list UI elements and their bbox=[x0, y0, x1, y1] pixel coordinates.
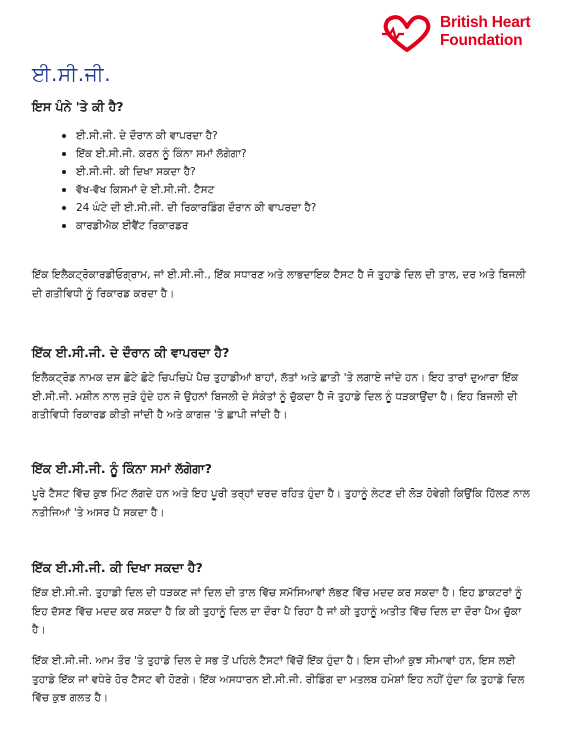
section-heading: ਇੱਕ ਈ.ਸੀ.ਜੀ. ਨੂੰ ਕਿੰਨਾ ਸਮਾਂ ਲੱਗੇਗਾ? bbox=[32, 461, 212, 476]
section-paragraph: ਇਲੈਕਟ੍ਰੋਡ ਨਾਮਕ ਦਸ ਛੋਟੇ ਛੋਟੇ ਚਿਪਚਿਪੇ ਪੈਚ ਤੁਹਾਡੀਆਂ ਬਾਹਾਂ, ਲੱਤਾਂ ਅਤੇ ਛਾਤੀ 'ਤੇ ਲਗਾਏ ਜਾਂਦੇ ਹਨ। ਇਹ ਤਾਰਾਂ ਦੁਆਰਾ ਇੱਕ ਈ.ਸੀ.ਜੀ. ਮਸ਼ੀਨ ਨਾਲ ਜੁੜੇ ਹੁੰਦੇ ਹਨ ਜੋ ਉਹਨਾਂ ਬਿਜਲੀ ਦੇ ਸੰਕੇਤਾਂ ਨੂੰ ਚੁੱਕਦਾ ਹੈ ਜੋ ਤੁਹਾਡੇ ਦਿਲ ਨੂੰ ਧੜਕਾਉਂਦਾ ਹੈ। ਇਹ ਬਿਜਲੀ ਦੀ ਗਤੀਵਿਧੀ ਰਿਕਾਰਡ ਕੀਤੀ ਜਾਂਦੀ ਹੈ ਅਤੇ ਕਾਗਜ਼ 'ਤੇ ਛਾਪੀ ਜਾਂਦੀ ਹੈ। bbox=[32, 372, 519, 421]
bhf-name-line1: British Heart bbox=[440, 14, 531, 31]
toc-heading: ਇਸ ਪੰਨੇ 'ਤੇ ਕੀ ਹੈ? bbox=[32, 99, 124, 114]
toc-item[interactable]: ਵੱਖ-ਵੱਖ ਕਿਸਮਾਂ ਦੇ ਈ.ਸੀ.ਜੀ. ਟੈਸਟ bbox=[62, 181, 316, 199]
bhf-wordmark bbox=[440, 14, 530, 50]
bhf-name-line2: Foundation bbox=[440, 32, 523, 49]
toc-item[interactable]: ਕਾਰਡੀਐਕ ਈਵੈਂਟ ਰਿਕਾਰਡਰ bbox=[62, 217, 316, 235]
section-heading: ਇੱਕ ਈ.ਸੀ.ਜੀ. ਦੇ ਦੌਰਾਨ ਕੀ ਵਾਪਰਦਾ ਹੈ? bbox=[32, 345, 230, 360]
toc-item[interactable]: ਈ.ਸੀ.ਜੀ. ਕੀ ਦਿਖਾ ਸਕਦਾ ਹੈ? bbox=[62, 163, 316, 181]
intro-paragraph: ਇੱਕ ਇਲੈਕਟ੍ਰੋਕਾਰਡੀਓਗ੍ਰਾਮ, ਜਾਂ ਈ.ਸੀ.ਜੀ., ਇੱਕ ਸਧਾਰਣ ਅਤੇ ਲਾਭਦਾਇਕ ਟੈਸਟ ਹੈ ਜੋ ਤੁਹਾਡੇ ਦਿਲ ਦੀ ਤਾਲ, ਦਰ ਅਤੇ ਬਿਜਲੀ ਦੀ ਗਤੀਵਿਧੀ ਨੂੰ ਰਿਕਾਰਡ ਕਰਦਾ ਹੈ। bbox=[32, 269, 526, 300]
toc-item[interactable]: 24 ਘੰਟੇ ਦੀ ਈ.ਸੀ.ਜੀ. ਦੀ ਰਿਕਾਰਡਿੰਗ ਦੌਰਾਨ ਕੀ ਵਾਪਰਦਾ ਹੈ? bbox=[62, 199, 316, 217]
heart-logo-icon bbox=[380, 14, 434, 54]
toc-item[interactable]: ਈ.ਸੀ.ਜੀ. ਦੇ ਦੌਰਾਨ ਕੀ ਵਾਪਰਦਾ ਹੈ? bbox=[62, 127, 316, 145]
section-heading: ਇੱਕ ਈ.ਸੀ.ਜੀ. ਕੀ ਦਿਖਾ ਸਕਦਾ ਹੈ? bbox=[32, 560, 203, 575]
section-paragraph: ਪੂਰੇ ਟੈਸਟ ਵਿੱਚ ਕੁਝ ਮਿੰਟ ਲੱਗਦੇ ਹਨ ਅਤੇ ਇਹ ਪੂਰੀ ਤਰ੍ਹਾਂ ਦਰਦ ਰਹਿਤ ਹੁੰਦਾ ਹੈ। ਤੁਹਾਨੂੰ ਲੇਟਣ ਦੀ ਲੋੜ ਹੋਵੇਗੀ ਕਿਉਂਕਿ ਹਿੱਲਣ ਨਾਲ ਨਤੀਜਿਆਂ 'ਤੇ ਅਸਰ ਪੈ ਸਕਦਾ ਹੈ। bbox=[32, 488, 530, 519]
toc-item[interactable]: ਇੱਕ ਈ.ਸੀ.ਜੀ. ਕਰਨ ਨੂੰ ਕਿੰਨਾ ਸਮਾਂ ਲੱਗੇਗਾ? bbox=[62, 145, 316, 163]
section-paragraph: ਇੱਕ ਈ.ਸੀ.ਜੀ. ਆਮ ਤੌਰ 'ਤੇ ਤੁਹਾਡੇ ਦਿਲ ਦੇ ਸਭ ਤੋਂ ਪਹਿਲੇ ਟੈਸਟਾਂ ਵਿੱਚੋਂ ਇੱਕ ਹੁੰਦਾ ਹੈ। ਇਸ ਦੀਆਂ ਕੁਝ ਸੀਮਾਵਾਂ ਹਨ, ਇਸ ਲਈ ਤੁਹਾਡੇ ਇੱਕ ਜਾਂ ਵਧੇਰੇ ਹੋਰ ਟੈਸਟ ਵੀ ਹੋਣਗੇ। ਇੱਕ ਅਸਧਾਰਨ ਈ.ਸੀ.ਜੀ. ਰੀਡਿੰਗ ਦਾ ਮਤਲਬ ਹਮੇਸ਼ਾਂ ਇਹ ਨਹੀਂ ਹੁੰਦਾ ਕਿ ਤੁਹਾਡੇ ਦਿਲ ਵਿੱਚ ਕੁਝ ਗਲਤ ਹੈ। bbox=[32, 655, 525, 704]
bhf-logo bbox=[380, 14, 530, 54]
page-title: ਈ.ਸੀ.ਜੀ. bbox=[32, 62, 112, 86]
section-paragraph: ਇੱਕ ਈ.ਸੀ.ਜੀ. ਤੁਹਾਡੀ ਦਿਲ ਦੀ ਧੜਕਣ ਜਾਂ ਦਿਲ ਦੀ ਤਾਲ ਵਿੱਚ ਸਮੱਸਿਆਵਾਂ ਲੱਭਣ ਵਿੱਚ ਮਦਦ ਕਰ ਸਕਦਾ ਹੈ। ਇਹ ਡਾਕਟਰਾਂ ਨੂੰ ਇਹ ਦੱਸਣ ਵਿੱਚ ਮਦਦ ਕਰ ਸਕਦਾ ਹੈ ਕਿ ਕੀ ਤੁਹਾਨੂੰ ਦਿਲ ਦਾ ਦੌਰਾ ਪੈ ਰਿਹਾ ਹੈ ਜਾਂ ਕੀ ਤੁਹਾਨੂੰ ਅਤੀਤ ਵਿੱਚ ਦਿਲ ਦਾ ਦੌਰਾ ਪੈਅ ਚੁੱਕਾ ਹੈ। bbox=[32, 587, 523, 636]
toc-list bbox=[62, 127, 316, 235]
